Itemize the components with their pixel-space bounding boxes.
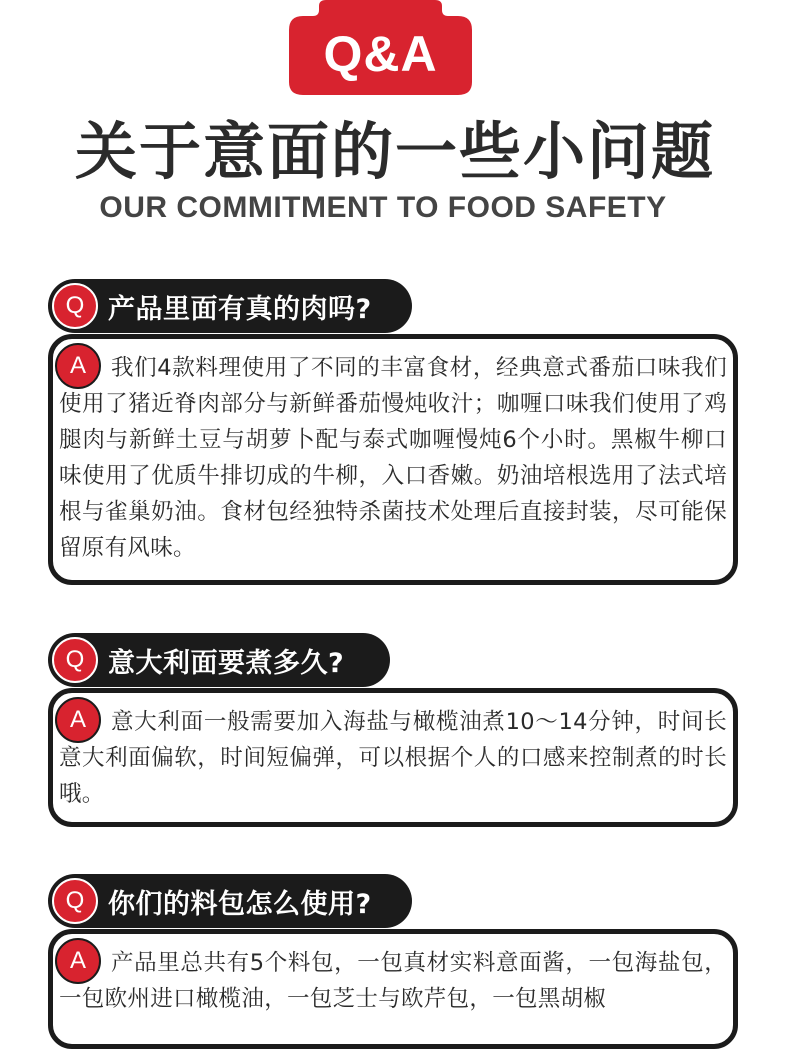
q-marker: Q (52, 283, 98, 329)
question-text: 你们的料包怎么使用? (108, 888, 372, 920)
a-marker: A (55, 697, 101, 743)
page-title: 关于意面的一些小问题 (74, 115, 715, 188)
answer-card (48, 929, 738, 1049)
question-pill (48, 279, 412, 333)
question-pill (48, 633, 390, 687)
answer-card (48, 688, 738, 827)
qa-badge (288, 0, 473, 96)
qa-badge-label: Q&A (323, 26, 438, 82)
q-marker: Q (52, 637, 98, 683)
question-pill (48, 874, 412, 928)
answer-text: 我们4款料理使用了不同的丰富食材，经典意式番茄口味我们使用了猪近脊肉部分与新鲜番茄慢炖收汁；咖喱口味我们使用了鸡腿肉与新鲜土豆与胡萝卜配与泰式咖喱慢炖6个小时。黑椒牛柳口味使用了优质牛排切成的牛柳，入口香嫩。奶油培根选用了法式培根与雀巢奶油。食材包经独特杀菌技术处理后直接封装，尽可能保留原有风味。 (59, 355, 727, 561)
a-marker: A (55, 343, 101, 389)
answer-text: 意大利面一般需要加入海盐与橄榄油煮10～14分钟，时间长意大利面偏软，时间短偏弹，可以根据个人的口感来控制煮的时长哦。 (59, 709, 727, 807)
page-subtitle: OUR COMMITMENT TO FOOD SAFETY (99, 191, 667, 224)
a-marker: A (55, 938, 101, 984)
answer-text: 产品里总共有5个料包，一包真材实料意面酱，一包海盐包，一包欧州进口橄榄油，一包芝士与欧芹包，一包黑胡椒 (59, 950, 727, 1012)
q-marker: Q (52, 878, 98, 924)
question-text: 产品里面有真的肉吗? (108, 293, 372, 325)
question-text: 意大利面要煮多久? (108, 647, 345, 679)
answer-card (48, 334, 738, 585)
